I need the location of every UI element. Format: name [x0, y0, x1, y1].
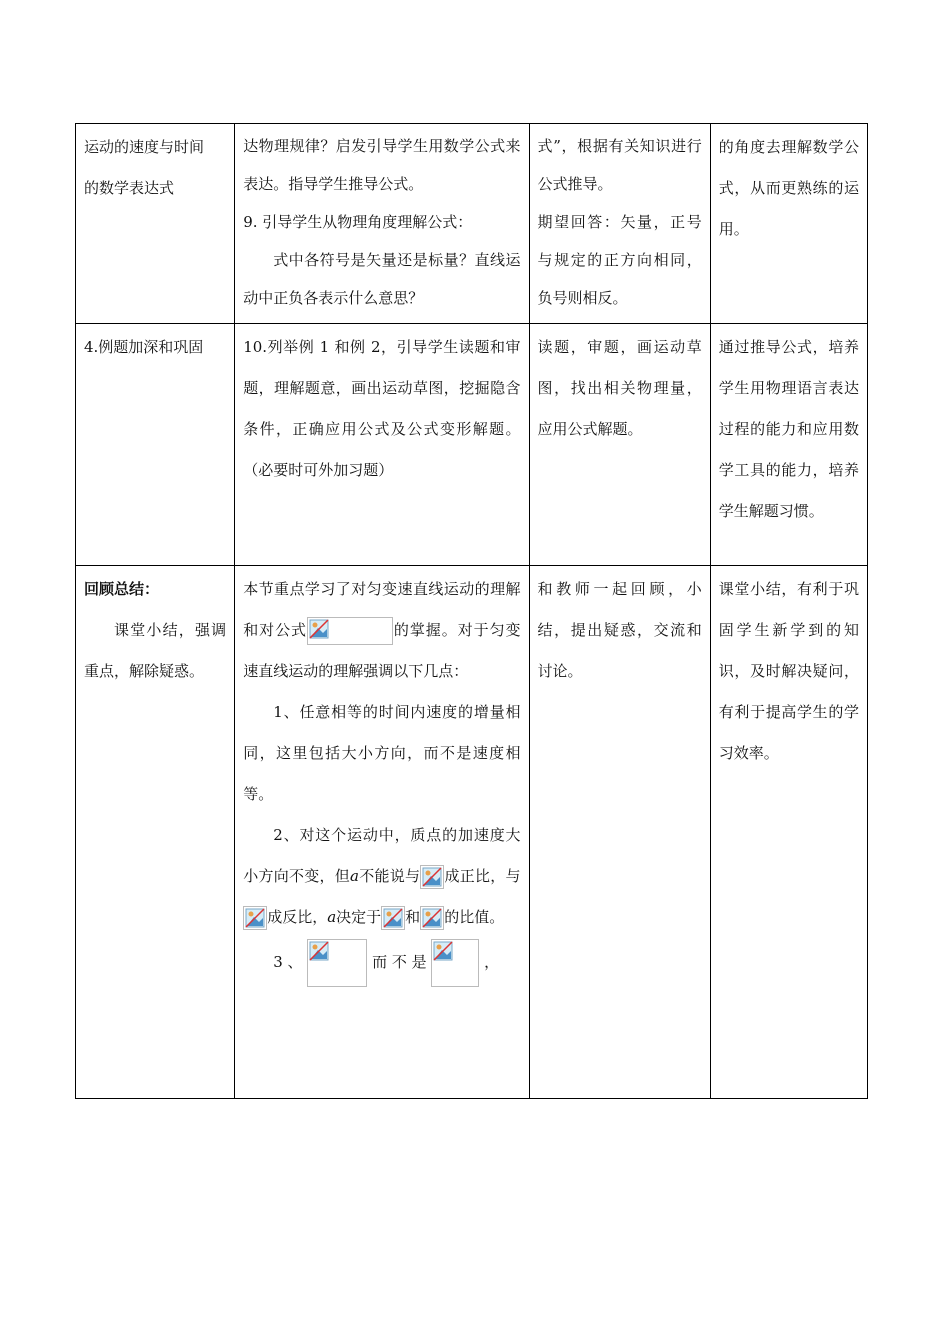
- inline-text: 而 不 是: [372, 953, 427, 971]
- variable-a: a: [349, 867, 359, 885]
- formula-image: [420, 906, 444, 930]
- cell-text: 通过推导公式，培养学生用物理语言表达过程的能力和应用数学工具的能力，培养学生解题习惯。: [718, 338, 859, 520]
- cell-text: 期望回答：矢量，正号与规定的正方向相同，负号则相反。: [537, 213, 702, 307]
- table-row: [76, 124, 868, 324]
- inline-text: 2、对这个运动中，质点的加速度大小方向不变，但: [243, 826, 521, 885]
- cell-text: 和教师一起回顾，小结，提出疑惑，交流和讨论。: [537, 580, 702, 680]
- cell-design-intent: [710, 124, 867, 324]
- table-row: [76, 324, 868, 566]
- formula-image: [307, 939, 367, 987]
- cell-text: 10.列举例 1 和例 2，引导学生读题和审题，理解题意，画出运动草图，挖掘隐含条件，正确应用公式及公式变形解题。（必要时可外加习题）: [243, 338, 521, 479]
- cell-text: 课堂小结，有利于巩固学生新学到的知识，及时解决疑问，有利于提高学生的学习效率。: [718, 580, 859, 762]
- inline-text: 和: [405, 908, 421, 926]
- broken-image-icon: [309, 619, 329, 639]
- broken-image-icon: [383, 908, 403, 928]
- cell-text: 的角度去理解数学公式，从而更熟练的运用。: [718, 138, 859, 238]
- cell-stage: [76, 324, 235, 566]
- broken-image-icon: [422, 867, 442, 887]
- cell-text: 读题，审题，画运动草图，找出相关物理量，应用公式解题。: [537, 338, 702, 438]
- variable-a: a: [327, 908, 337, 926]
- inline-text: 决定于: [336, 908, 382, 926]
- inline-text: 成反比，: [267, 908, 328, 926]
- broken-image-icon: [422, 908, 442, 928]
- summary-paragraph-3: [243, 815, 520, 938]
- inline-text: 的掌握。对于匀变速直线运动的理解强调以下几点：: [243, 621, 521, 680]
- inline-text: 3 、: [273, 953, 303, 971]
- cell-text: 式中各符号是矢量还是标量？直线运动中正负各表示什么意思？: [243, 251, 521, 307]
- inline-text: 的比值。: [444, 908, 505, 926]
- formula-image: [307, 617, 393, 645]
- cell-student-activity: [529, 124, 710, 324]
- summary-paragraph-2: 1、任意相等的时间内速度的增量相同，这里包括大小方向，而不是速度相等。: [243, 703, 521, 803]
- inline-text: 不能说与: [358, 867, 421, 885]
- cell-teacher-activity: [235, 324, 529, 566]
- cell-teacher-activity: [235, 124, 529, 324]
- cell-student-activity: [529, 566, 710, 1099]
- summary-paragraph-4: [243, 938, 520, 987]
- broken-image-icon: [245, 908, 265, 928]
- lesson-plan-table: [75, 123, 868, 1099]
- table-row: [76, 566, 868, 1099]
- broken-image-icon: [309, 941, 329, 961]
- inline-text: 本节重点学习了对匀变速直线运动的理解和对公式: [243, 580, 521, 639]
- cell-student-activity: [529, 324, 710, 566]
- cell-stage: [76, 124, 235, 324]
- cell-text: 式”，根据有关知识进行公式推导。: [537, 137, 702, 193]
- formula-image: [431, 939, 479, 987]
- cell-text: 达物理规律？启发引导学生用数学公式来表达。指导学生推导公式。: [243, 137, 521, 193]
- cell-text: 运动的速度与时间: [84, 138, 205, 156]
- formula-image: [420, 865, 444, 889]
- inline-text: 成正比，与: [444, 867, 521, 885]
- cell-design-intent: [710, 324, 867, 566]
- cell-text: 9. 引导学生从物理角度理解公式：: [243, 213, 473, 231]
- summary-paragraph-1: [243, 569, 520, 692]
- cell-text: 4.例题加深和巩固: [84, 338, 204, 356]
- inline-text: ，: [484, 953, 500, 971]
- broken-image-icon: [433, 941, 453, 961]
- cell-stage: [76, 566, 235, 1099]
- summary-title: 回顾总结：: [84, 580, 160, 598]
- cell-text: 课堂小结，强调重点，解除疑惑。: [84, 621, 227, 680]
- formula-image: [381, 906, 405, 930]
- formula-image: [243, 906, 267, 930]
- cell-text: 的数学表达式: [84, 179, 175, 197]
- cell-design-intent: [710, 566, 867, 1099]
- cell-teacher-activity: [235, 566, 529, 1099]
